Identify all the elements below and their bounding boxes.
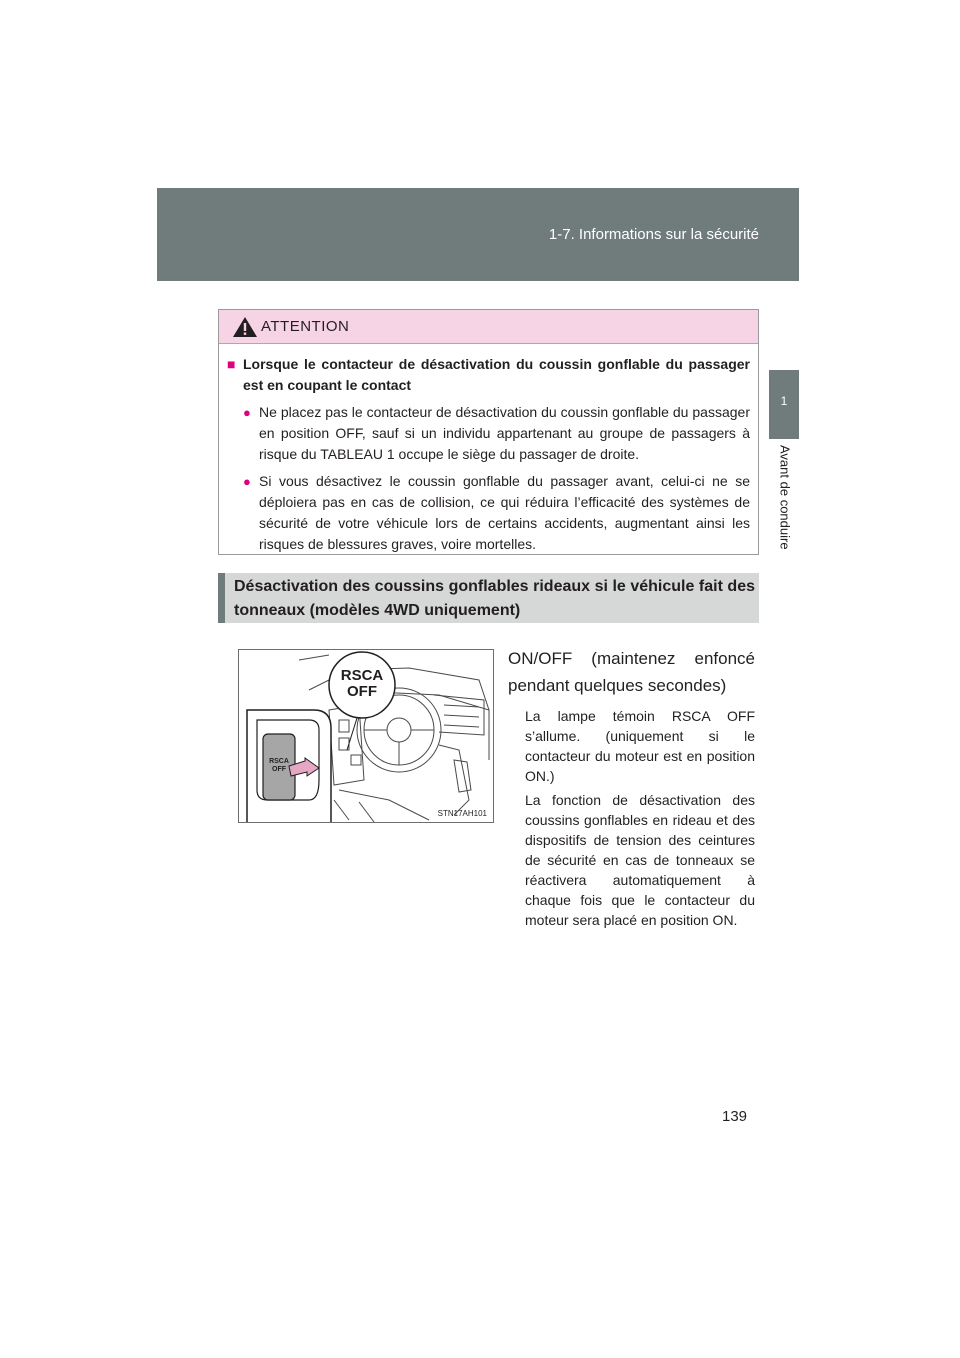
warning-item-text: Si vous désactivez le coussin gonflable du passager avant, celui-ci ne se déploiera pas en cas de collision, ce qui réduira l’efficacité des systèmes de sécurité de votre véhicule lors de certains accidents, augmentant ainsi les risques de blessures graves, voire mortelles. <box>259 473 750 552</box>
header-band <box>157 188 799 281</box>
warning-triangle-icon <box>232 316 258 338</box>
button-label-line2: OFF <box>272 766 286 773</box>
section-heading: Désactivation des coussins gonflables rideaux si le véhicule fait des tonneaux (modèles 4WD uniquement) <box>218 573 759 623</box>
warning-box <box>218 309 759 555</box>
dashboard-drawing <box>239 650 494 823</box>
warning-label: ATTENTION <box>261 318 350 335</box>
chapter-number: 1 <box>780 394 788 408</box>
note-text: La fonction de désactivation des coussins gonflables en rideau et des dispositifs de tension des ceintures de sécurité en cas de tonneaux se réactivera automatiquement à chaque fois que le contacteur du moteur sera placé en position ON. <box>525 792 755 928</box>
square-bullet-icon: ■ <box>227 356 236 372</box>
note-text: La lampe témoin RSCA OFF s’allume. (uniquement si le contacteur du moteur est en position ON.) <box>525 708 755 784</box>
chapter-label: Avant de conduire <box>777 445 793 550</box>
button-label-line1: RSCA <box>269 758 289 765</box>
warning-title-text: Lorsque le contacteur de désactivation du coussin gonflable du passager est en coupant le contact <box>243 356 750 393</box>
warning-item <box>227 471 750 555</box>
instruction-text: ON/OFF (maintenez enfoncé pendant quelques secondes) <box>508 649 755 695</box>
warning-header <box>219 310 758 344</box>
figure-code: STN17AH101 <box>437 809 487 818</box>
callout-label-line1: RSCA <box>340 667 384 684</box>
section-title: 1-7. Informations sur la sécurité <box>548 226 759 243</box>
page-number: 139 <box>722 1108 748 1125</box>
warning-item-text: Ne placez pas le contacteur de désactivation du coussin gonflable du passager en position OFF, sauf si un individu appartenant au groupe de passagers à risque du TABLEAU 1 occupe le siège du passager de droite. <box>259 404 750 462</box>
callout-label-line2: OFF <box>347 683 377 700</box>
circle-bullet-icon: ● <box>243 405 251 420</box>
warning-body <box>219 344 758 555</box>
warning-item <box>227 402 750 465</box>
chapter-tab <box>769 370 799 439</box>
circle-bullet-icon: ● <box>243 474 251 489</box>
dashboard-illustration <box>238 649 494 823</box>
warning-title <box>227 354 750 396</box>
